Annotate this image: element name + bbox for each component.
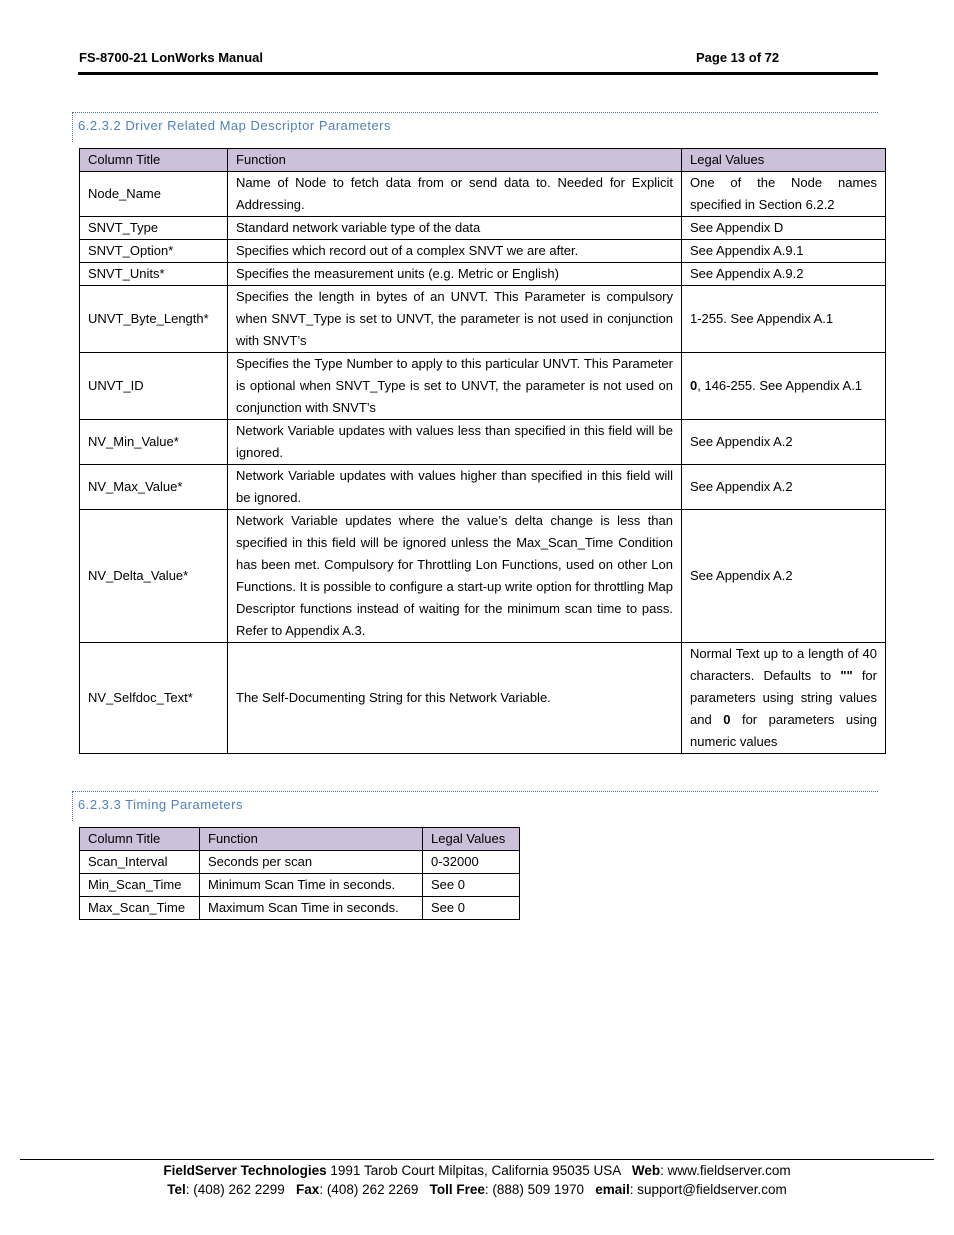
legal-value-text: for parameters using numeric values <box>690 712 877 749</box>
footer-email: : support@fieldserver.com <box>629 1182 787 1197</box>
param-legal-values <box>682 353 886 420</box>
param-name: NV_Min_Value* <box>80 420 228 465</box>
param-name: NV_Selfdoc_Text* <box>80 643 228 754</box>
table-row <box>80 465 886 510</box>
column-header: Function <box>228 149 682 172</box>
footer-tel: : (408) 262 2299 <box>185 1182 297 1197</box>
param-legal-values: See Appendix D <box>682 217 886 240</box>
footer-fax: : (408) 262 2269 <box>319 1182 430 1197</box>
table-row <box>80 240 886 263</box>
param-legal-values: One of the Node names specified in Section 6.2.2 <box>682 172 886 217</box>
param-legal-values: See 0 <box>423 874 520 897</box>
param-legal-values: 0-32000 <box>423 851 520 874</box>
document-title: FS-8700-21 LonWorks Manual <box>79 50 263 65</box>
legal-value-text: , 146-255. See Appendix A.1 <box>697 378 863 393</box>
column-header: Column Title <box>80 828 200 851</box>
section-heading-driver-params: 6.2.3.2 Driver Related Map Descriptor Parameters <box>78 118 392 133</box>
legal-value-bold: 0 <box>723 712 731 727</box>
header-rule <box>78 72 878 75</box>
footer-web: : www.fieldserver.com <box>660 1163 791 1178</box>
footer-web-label: Web <box>631 1163 661 1178</box>
param-function: Seconds per scan <box>200 851 423 874</box>
footer-rule <box>20 1159 934 1160</box>
param-legal-values: See Appendix A.2 <box>682 420 886 465</box>
param-name: SNVT_Type <box>80 217 228 240</box>
legal-value-bold: 0 <box>690 378 698 393</box>
driver-params-table <box>79 148 886 754</box>
column-header: Legal Values <box>423 828 520 851</box>
param-name: UNVT_ID <box>80 353 228 420</box>
param-name: NV_Delta_Value* <box>80 510 228 643</box>
param-name: SNVT_Units* <box>80 263 228 286</box>
footer-tollfree: : (888) 509 1970 <box>484 1182 596 1197</box>
table-row <box>80 263 886 286</box>
footer-address-line <box>0 1163 954 1178</box>
param-function: Name of Node to fetch data from or send data to. Needed for Explicit Addressing. <box>228 172 682 217</box>
param-legal-values: See 0 <box>423 897 520 920</box>
param-legal-values: See Appendix A.9.1 <box>682 240 886 263</box>
param-function: Minimum Scan Time in seconds. <box>200 874 423 897</box>
table-row <box>80 851 520 874</box>
param-function: Standard network variable type of the data <box>228 217 682 240</box>
param-name: Scan_Interval <box>80 851 200 874</box>
table-row <box>80 874 520 897</box>
param-legal-values: See Appendix A.2 <box>682 465 886 510</box>
footer-contact-line <box>0 1182 954 1197</box>
param-function: Specifies the Type Number to apply to this particular UNVT. This Parameter is optional when SNVT_Type is set to UNVT, the parameter is not used on conjunction with SNVT’s <box>228 353 682 420</box>
param-function: Network Variable updates with values higher than specified in this field will be ignored. <box>228 465 682 510</box>
footer-tollfree-label: Toll Free <box>429 1182 485 1197</box>
param-function: The Self-Documenting String for this Network Variable. <box>228 643 682 754</box>
page-number: Page 13 of 72 <box>696 50 780 65</box>
footer-tel-label: Tel <box>167 1182 186 1197</box>
table-row <box>80 420 886 465</box>
table-row <box>80 286 886 353</box>
param-name: Max_Scan_Time <box>80 897 200 920</box>
legal-value-text: Normal Text up to a length of 40 characters. Defaults to <box>690 646 877 683</box>
param-legal-values: 1-255. See Appendix A.1 <box>682 286 886 353</box>
table-row <box>80 172 886 217</box>
param-legal-values: See Appendix A.2 <box>682 510 886 643</box>
legal-value-text: for parameters using string values and <box>690 668 877 727</box>
param-name: UNVT_Byte_Length* <box>80 286 228 353</box>
footer-company: FieldServer Technologies <box>163 1163 327 1178</box>
table-header-row <box>80 828 520 851</box>
table-row <box>80 353 886 420</box>
param-legal-values <box>682 643 886 754</box>
param-function: Specifies the length in bytes of an UNVT. This Parameter is compulsory when SNVT_Type is set to UNVT, the parameter is not used in conjunction with SNVT’s <box>228 286 682 353</box>
param-function: Network Variable updates with values less than specified in this field will be ignored. <box>228 420 682 465</box>
table-row <box>80 643 886 754</box>
section-heading-timing-params: 6.2.3.3 Timing Parameters <box>78 797 243 812</box>
table-row <box>80 897 520 920</box>
table-row <box>80 217 886 240</box>
column-header: Function <box>200 828 423 851</box>
param-function: Maximum Scan Time in seconds. <box>200 897 423 920</box>
param-function: Specifies which record out of a complex SNVT we are after. <box>228 240 682 263</box>
legal-value-bold: "" <box>840 668 853 683</box>
table-row <box>80 510 886 643</box>
timing-params-table <box>79 827 520 920</box>
param-legal-values: See Appendix A.9.2 <box>682 263 886 286</box>
param-function: Network Variable updates where the value’s delta change is less than specified in this field will be ignored unless the Max_Scan_Time Condition has been met. Compulsory for Throttling Lon Functions, used on other Lon Functions. It is possible to configure a start-up write option for throttling Map Descriptor functions instead of waiting for the minimum scan time to pass. Refer to Appendix A.3. <box>228 510 682 643</box>
footer-address: 1991 Tarob Court Milpitas, California 95035 USA <box>326 1163 632 1178</box>
param-name: SNVT_Option* <box>80 240 228 263</box>
column-header: Column Title <box>80 149 228 172</box>
param-function: Specifies the measurement units (e.g. Metric or English) <box>228 263 682 286</box>
footer-fax-label: Fax <box>296 1182 320 1197</box>
column-header: Legal Values <box>682 149 886 172</box>
param-name: Min_Scan_Time <box>80 874 200 897</box>
table-header-row <box>80 149 886 172</box>
footer-email-label: email <box>595 1182 630 1197</box>
param-name: NV_Max_Value* <box>80 465 228 510</box>
param-name: Node_Name <box>80 172 228 217</box>
